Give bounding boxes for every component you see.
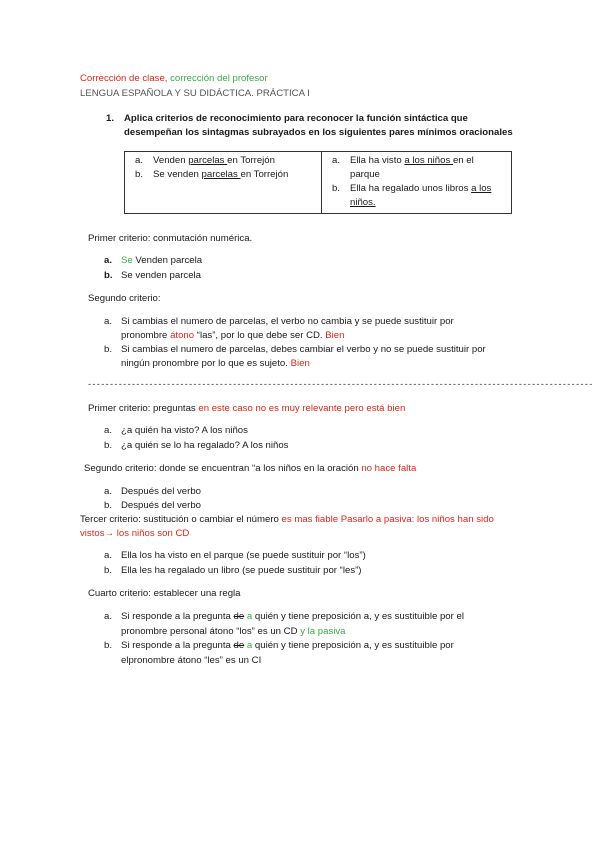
list-item-line: ningún pronombre por lo que es sujeto. Bien (121, 358, 310, 369)
pair-left-a: a. Venden parcelas en Torrejón (135, 155, 275, 166)
dashed-divider: ------------------------------------------------------------------------------------------------------------------- (88, 379, 594, 389)
criterion-3-note: vistos→ los niños son CD (80, 528, 190, 539)
feedback-bien: Bien (325, 330, 345, 341)
list-item: Después del verbo (121, 500, 201, 511)
list-item: ¿a quién se lo ha regalado? A los niños (121, 440, 289, 451)
criterion-4-heading: Cuarto criterio: establecer una regla (88, 588, 241, 599)
list-marker: b. (104, 565, 113, 576)
list-marker: a. (104, 425, 113, 436)
criterion-2-heading: Segundo criterio: (88, 293, 161, 304)
list-marker: b. (104, 440, 113, 451)
list-item-line: pronombre átono “las”, por lo que debe ser CD. Bien (121, 330, 345, 341)
sentence-pairs-table (124, 151, 512, 214)
table-cell-left (125, 152, 322, 214)
feedback-bien: Bien (290, 358, 310, 369)
criterion-1-heading: Primer criterio: preguntas en este caso no es muy relevante pero está bien (88, 403, 406, 414)
pair-left-b: b. Se venden parcelas en Torrejón (135, 169, 289, 180)
list-item: Después del verbo (121, 486, 201, 497)
underlined-phrase: niños. (350, 197, 376, 208)
criterion-2-heading: Segundo criterio: donde se encuentran “a los niños en la oración no hace falta (84, 463, 417, 474)
underlined-phrase: parcelas (188, 155, 228, 166)
list-marker: b. (104, 500, 113, 511)
list-marker: a. (104, 550, 113, 561)
underlined-phrase: a los (471, 183, 492, 194)
list-item: Ella los ha visto en el parque (se puede sustituir por “los”) (121, 550, 366, 561)
pair-right-a-cont: parque (350, 169, 380, 180)
list-marker: a. (104, 486, 113, 497)
list-marker: a. (104, 611, 113, 622)
pair-right-b-cont (326, 196, 507, 210)
list-item: ¿a quién ha visto? A los niños (121, 425, 248, 436)
course-title: LENGUA ESPAÑOLA Y SU DIDÁCTICA. PRÁCTICA I (80, 88, 310, 99)
list-item-line: Si responde a la pregunta de a quién y tiene preposición a, y es sustituible por el (121, 611, 464, 622)
list-marker: b. (104, 270, 113, 281)
list-marker: a. (104, 255, 113, 266)
correction-label-teacher: corrección del profesor (170, 73, 268, 84)
list-marker: a. (104, 316, 113, 327)
list-item: Ella les ha regalado un libro (se puede sustituir por “les”) (121, 565, 362, 576)
underlined-phrase: parcelas (201, 169, 241, 180)
underlined-phrase: a los niños (404, 155, 453, 166)
list-item-line: Si responde a la pregunta de a quién y tiene preposición a, y es sustituible por (121, 640, 454, 651)
table-cell-right (322, 152, 512, 214)
pair-right-b: b. Ella ha regalado unos libros a los (332, 183, 492, 194)
criterion-3-heading: Tercer criterio: sustitución o cambiar el número es mas fiable Pasarlo a pasiva: los niños han sido (80, 514, 494, 525)
list-item: Se Venden parcela (121, 255, 203, 266)
correction-label-class: Corrección de clase, (80, 73, 168, 84)
list-item-line: Si cambias el numero de parcelas, debes cambiar el verbo y no se puede sustituir por (121, 344, 486, 355)
list-marker: b. (104, 640, 113, 651)
question-line-2: desempeñan los sintagmas subrayados en los siguientes pares mínimos oracionales (124, 127, 513, 138)
list-item-line: elpronombre átono “les” es un CI (121, 655, 262, 666)
list-item-line: pronombre personal átono “los” es un CD y la pasiva (121, 626, 346, 637)
list-item-line: Si cambias el numero de parcelas, el verbo no cambia y se puede sustituir por (121, 316, 454, 327)
question-number: 1. (106, 113, 115, 124)
list-marker: b. (104, 344, 113, 355)
criterion-1-heading: Primer criterio: conmutación numérica. (88, 233, 253, 244)
list-item: Se venden parcela (121, 270, 202, 281)
correction-header (80, 73, 268, 84)
question-line-1: Aplica criterios de reconocimiento para reconocer la función sintáctica que (124, 113, 468, 124)
pair-right-a: a. Ella ha visto a los niños en el (332, 155, 474, 166)
